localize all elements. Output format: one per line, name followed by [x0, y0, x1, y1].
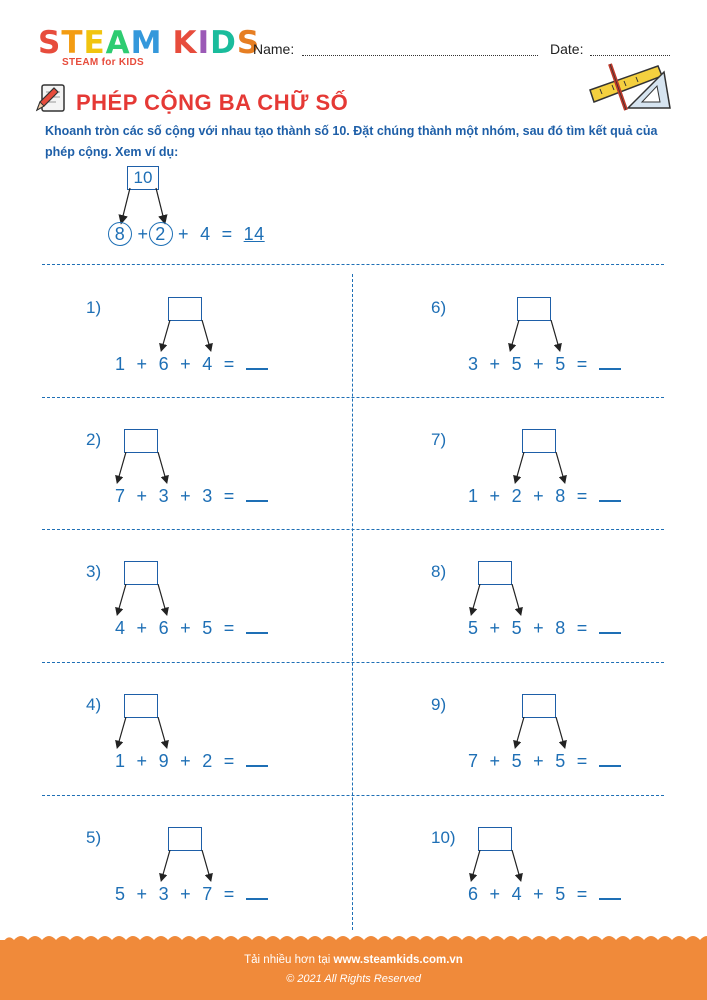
logo-letter: D: [210, 25, 237, 61]
problem-label: 7): [431, 430, 447, 449]
divider: [42, 529, 664, 530]
logo-letter: A: [105, 25, 131, 61]
addend: 7: [468, 751, 479, 771]
answer-blank[interactable]: [246, 618, 268, 634]
logo-letter: E: [83, 25, 106, 61]
equals-sign: =: [576, 751, 588, 771]
footer-prefix: Tải nhiều hơn tại: [244, 954, 334, 966]
equals-sign: =: [223, 618, 235, 638]
example-result: 14: [243, 224, 265, 244]
addend: 5: [511, 751, 523, 771]
addend: 1: [115, 751, 126, 771]
example-box-value: 10: [133, 168, 153, 187]
equation: [115, 751, 268, 772]
equation: [115, 618, 268, 639]
addend: 5: [555, 354, 566, 374]
logo-subtitle: STEAM for KIDS: [62, 57, 144, 68]
example-c: 4: [200, 224, 211, 244]
answer-box[interactable]: [517, 297, 551, 321]
answer-box[interactable]: [478, 561, 512, 585]
footer-download: [0, 954, 707, 966]
problem-label: 2): [86, 430, 102, 449]
logo-letter: I: [197, 25, 211, 61]
addend: 6: [158, 354, 170, 374]
plus-sign: +: [180, 486, 192, 506]
addend: 5: [555, 751, 566, 771]
steam-kids-logo: [38, 25, 261, 61]
name-label: Name:: [253, 41, 295, 57]
answer-blank[interactable]: [599, 751, 621, 767]
equation: [468, 618, 621, 639]
column-divider: [352, 274, 353, 930]
answer-blank[interactable]: [246, 884, 268, 900]
plus-sign: +: [489, 354, 501, 374]
answer-box[interactable]: [522, 694, 556, 718]
answer-blank[interactable]: [599, 354, 621, 370]
plus-sign: +: [136, 354, 148, 374]
addend: 1: [115, 354, 126, 374]
arrows: [510, 717, 570, 753]
divider: [42, 264, 664, 265]
plus-sign: +: [137, 224, 149, 244]
addend: 3: [468, 354, 479, 374]
problem-label: 10): [431, 828, 456, 847]
equation: [115, 486, 268, 507]
addend: 3: [202, 486, 213, 506]
equals-sign: =: [576, 618, 588, 638]
addend: 7: [202, 884, 213, 904]
logo-letter: S: [38, 25, 62, 61]
problem-label: 9): [431, 695, 447, 714]
addend: 2: [511, 486, 523, 506]
plus-sign: +: [533, 354, 545, 374]
problem-label: 3): [86, 562, 102, 581]
date-label: Date:: [550, 41, 584, 57]
divider: [42, 662, 664, 663]
equals-sign: =: [223, 354, 235, 374]
answer-box[interactable]: [478, 827, 512, 851]
plus-sign: +: [533, 751, 545, 771]
equation: [115, 354, 268, 375]
problem-label: 6): [431, 298, 447, 317]
plus-sign: +: [136, 486, 148, 506]
pencil-paper-icon: [34, 80, 70, 116]
ruler-triangle-icon: [588, 62, 672, 112]
plus-sign: +: [489, 486, 501, 506]
equation: [115, 884, 268, 905]
answer-blank[interactable]: [599, 486, 621, 502]
instructions: Khoanh tròn các số cộng với nhau tạo thành số 10. Đặt chúng thành một nhóm, sau đó tìm kết quả của phép cộng. Xem ví dụ:: [45, 124, 658, 159]
equals-sign: =: [576, 354, 588, 374]
answer-box[interactable]: [168, 297, 202, 321]
answer-blank[interactable]: [599, 618, 621, 634]
logo-letter: M: [130, 25, 163, 61]
plus-sign: +: [180, 618, 192, 638]
logo-letter: S: [236, 25, 261, 61]
divider: [42, 795, 664, 796]
example-equation: [108, 222, 265, 246]
date-line[interactable]: [590, 55, 670, 56]
divider: [42, 397, 664, 398]
worksheet-title: PHÉP CỘNG BA CHỮ SỐ: [76, 90, 349, 115]
addend: 5: [115, 884, 126, 904]
plus-sign: +: [180, 884, 192, 904]
arrows: [112, 452, 172, 488]
addend: 7: [115, 486, 126, 506]
addend: 8: [555, 618, 566, 638]
addend: 5: [468, 618, 479, 638]
plus-sign: +: [136, 884, 148, 904]
answer-box[interactable]: [124, 694, 158, 718]
arrows: [466, 850, 526, 886]
answer-blank[interactable]: [246, 354, 268, 370]
example-circled-b: 2: [149, 222, 173, 246]
arrows: [156, 850, 216, 886]
addend: 3: [158, 884, 170, 904]
equation: [468, 884, 621, 905]
addend: 9: [158, 751, 170, 771]
answer-blank[interactable]: [246, 486, 268, 502]
footer-site-link[interactable]: www.steamkids.com.vn: [333, 954, 463, 966]
arrows: [156, 320, 216, 356]
logo-letter: T: [61, 25, 84, 61]
arrows: [505, 320, 565, 356]
name-line[interactable]: [302, 55, 538, 56]
arrows: [112, 717, 172, 753]
equals-sign: =: [576, 884, 588, 904]
arrows: [510, 452, 570, 488]
problem-label: 8): [431, 562, 447, 581]
addend: 2: [202, 751, 213, 771]
addend: 5: [511, 618, 523, 638]
addend: 6: [158, 618, 170, 638]
plus-sign: +: [136, 751, 148, 771]
addend: 1: [468, 486, 479, 506]
addend: 5: [511, 354, 523, 374]
answer-blank[interactable]: [599, 884, 621, 900]
plus-sign: +: [136, 618, 148, 638]
addend: 5: [202, 618, 213, 638]
plus-sign: +: [489, 884, 501, 904]
equals-sign: =: [223, 884, 235, 904]
answer-box[interactable]: [522, 429, 556, 453]
problem-label: 5): [86, 828, 102, 847]
footer-copyright: © 2021 All Rights Reserved: [286, 973, 421, 985]
plus-sign: +: [180, 354, 192, 374]
addend: 4: [511, 884, 523, 904]
plus-sign: +: [180, 751, 192, 771]
footer-bar: [0, 940, 707, 1000]
equation: [468, 751, 621, 772]
problem-label: 1): [86, 298, 102, 317]
equation: [468, 354, 621, 375]
arrows: [466, 584, 526, 620]
equals-sign: =: [576, 486, 588, 506]
answer-box[interactable]: [124, 561, 158, 585]
equals-sign: =: [223, 486, 235, 506]
answer-box[interactable]: [168, 827, 202, 851]
addend: 5: [555, 884, 566, 904]
equation: [468, 486, 621, 507]
addend: 4: [115, 618, 126, 638]
addend: 8: [555, 486, 566, 506]
problem-label: 4): [86, 695, 102, 714]
equals-sign: =: [223, 751, 235, 771]
logo-letter: K: [172, 25, 198, 61]
example-circled-a: 8: [108, 222, 132, 246]
addend: 6: [468, 884, 479, 904]
plus-sign: +: [533, 618, 545, 638]
plus-sign: +: [533, 884, 545, 904]
plus-sign: +: [533, 486, 545, 506]
plus-sign: +: [489, 618, 501, 638]
addend: 3: [158, 486, 170, 506]
answer-blank[interactable]: [246, 751, 268, 767]
addend: 4: [202, 354, 213, 374]
equals-sign: =: [221, 224, 233, 244]
plus-sign: +: [178, 224, 190, 244]
arrows: [112, 584, 172, 620]
answer-box[interactable]: [124, 429, 158, 453]
plus-sign: +: [489, 751, 501, 771]
